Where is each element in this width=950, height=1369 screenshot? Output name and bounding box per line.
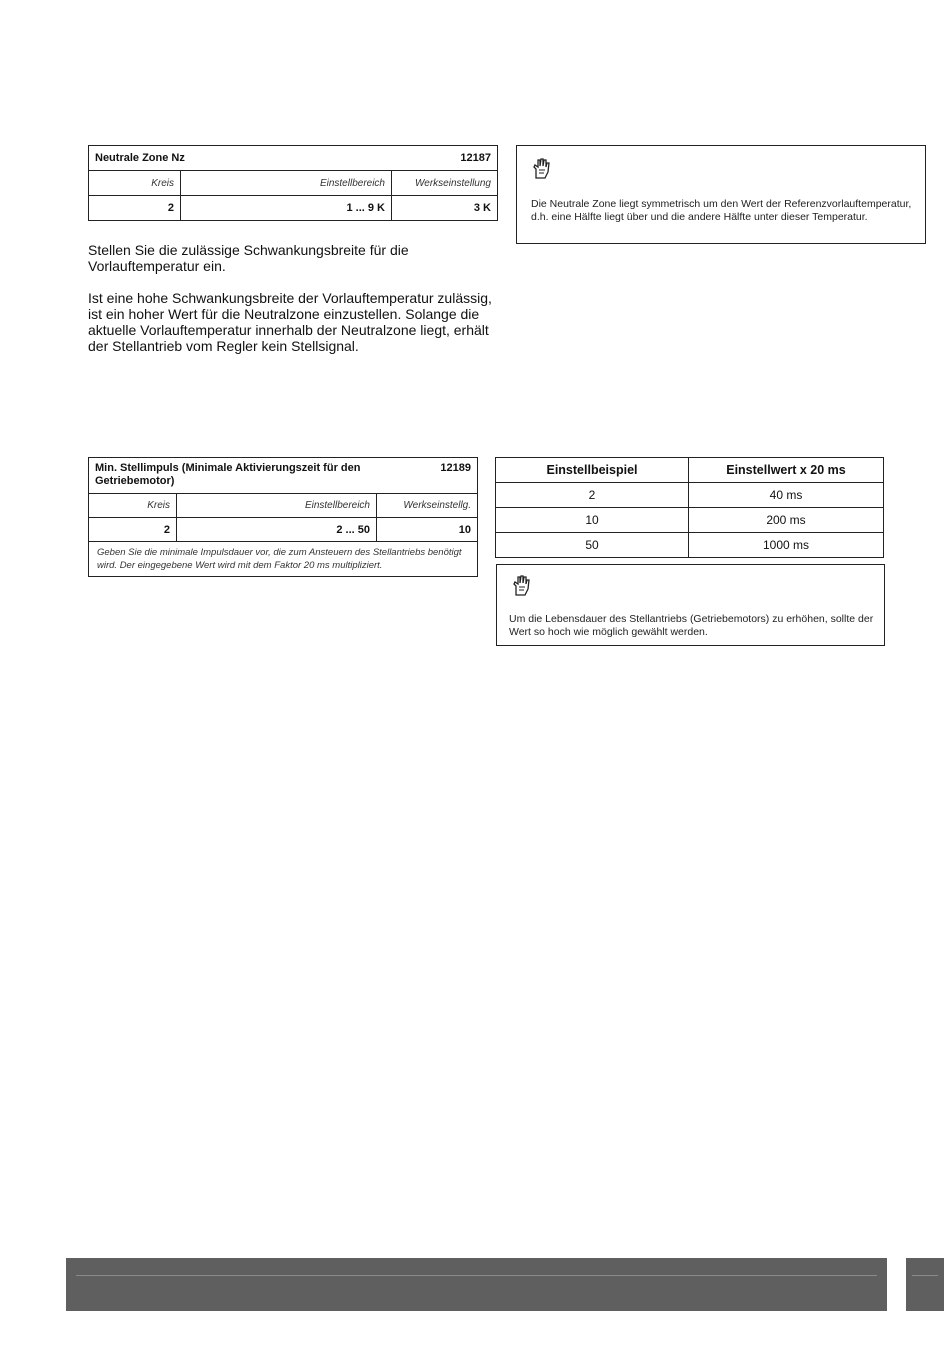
example-header-einstellbeispiel: Einstellbeispiel xyxy=(496,458,689,483)
value-kreis: 2 xyxy=(89,518,177,542)
param-id: 12187 xyxy=(460,152,491,164)
param-header-row xyxy=(89,458,478,494)
value-einstellbereich: 2 ... 50 xyxy=(177,518,377,542)
footer-divider xyxy=(912,1275,938,1276)
col-header-werkseinstellung: Werkseinstellg. xyxy=(377,494,478,518)
example-cell: 10 xyxy=(496,508,689,533)
col-header-einstellbereich: Einstellbereich xyxy=(181,171,392,196)
example-cell: 40 ms xyxy=(689,483,884,508)
hand-pointing-icon xyxy=(529,156,553,180)
param-id: 12189 xyxy=(440,462,472,474)
table-row xyxy=(496,508,884,533)
note-text: Die Neutrale Zone liegt symmetrisch um den Wert der Referenzvorlauftemperatur, d.h. eine Hälfte liegt über und die andere Hälfte unter dieser Temperatur. xyxy=(531,198,912,223)
col-header-kreis: Kreis xyxy=(89,494,177,518)
body-text-section xyxy=(88,242,498,354)
page-number-block xyxy=(906,1258,944,1311)
example-cell: 2 xyxy=(496,483,689,508)
note-text: Um die Lebensdauer des Stellantriebs (Getriebemotors) zu erhöhen, sollte der Wert so hoch wie möglich gewählt werden. xyxy=(509,613,874,638)
col-header-werkseinstellung: Werkseinstellung xyxy=(392,171,498,196)
param-title: Neutrale Zone Nz xyxy=(95,152,185,164)
param-table-neutral-zone xyxy=(88,145,498,221)
note-box-neutral-zone xyxy=(516,145,926,244)
example-cell: 1000 ms xyxy=(689,533,884,558)
param-title: Min. Stellimpuls (Minimale Aktivierungszeit für den Getriebemotor) xyxy=(95,462,361,487)
footer-bar xyxy=(66,1258,887,1311)
example-cell: 200 ms xyxy=(689,508,884,533)
example-table xyxy=(495,457,884,558)
hand-pointing-icon xyxy=(509,573,533,597)
example-cell: 50 xyxy=(496,533,689,558)
paragraph-explanation: Ist eine hohe Schwankungsbreite der Vorlauftemperatur zulässig, ist ein hoher Wert für die Neutralzone einzustellen. Solange die aktuelle Vorlauftemperatur innerhalb der Neutralzone liegt, erhält der Stellantrieb vom Regler kein Stellsignal. xyxy=(88,290,492,354)
note-box-lebensdauer xyxy=(496,564,885,646)
param-table-min-stellimpuls xyxy=(88,457,478,577)
footer-divider xyxy=(76,1275,877,1276)
param-description: Geben Sie die minimale Impulsdauer vor, die zum Ansteuern des Stellantriebs benötigt wird. Der eingegebene Wert wird mit dem Faktor 20 ms multipliziert. xyxy=(89,542,478,577)
col-header-einstellbereich: Einstellbereich xyxy=(177,494,377,518)
paragraph-intro: Stellen Sie die zulässige Schwankungsbreite für die Vorlauftemperatur ein. xyxy=(88,242,409,274)
param-header-row xyxy=(89,146,498,171)
value-kreis: 2 xyxy=(89,196,181,221)
example-header-einstellwert: Einstellwert x 20 ms xyxy=(689,458,884,483)
value-einstellbereich: 1 ... 9 K xyxy=(181,196,392,221)
value-werkseinstellung: 10 xyxy=(377,518,478,542)
table-row xyxy=(496,483,884,508)
value-werkseinstellung: 3 K xyxy=(392,196,498,221)
col-header-kreis: Kreis xyxy=(89,171,181,196)
table-row xyxy=(496,533,884,558)
